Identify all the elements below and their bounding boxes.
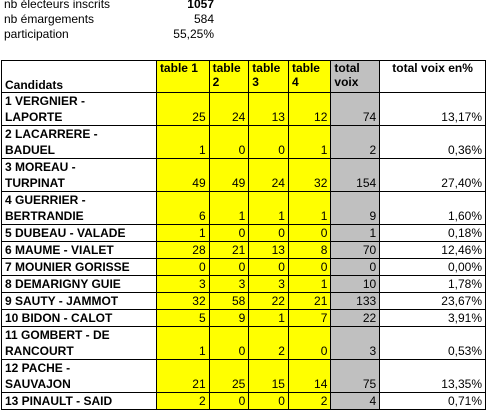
table-4-cell: 0	[288, 225, 330, 242]
table-1-cell: 1	[156, 327, 209, 360]
table-3-cell: 1	[249, 310, 289, 327]
candidate-name-cell: 8 DEMARIGNY GUIE	[2, 276, 157, 293]
total-pct-cell: 12,46%	[380, 242, 486, 259]
header-row	[2, 61, 486, 93]
total-pct-cell: 0,18%	[380, 225, 486, 242]
header-table-4: table 4	[288, 61, 330, 93]
stat-participation	[4, 27, 214, 42]
table-1-cell: 1	[156, 126, 209, 159]
table-3-cell: 0	[249, 393, 289, 410]
results-table	[1, 60, 486, 410]
header-total-voix: total voix	[331, 61, 380, 93]
candidate-name-cell: 5 DUBEAU - VALADE	[2, 225, 157, 242]
total-voix-cell: 10	[331, 276, 380, 293]
table-1-cell: 28	[156, 242, 209, 259]
table-3-cell: 0	[249, 225, 289, 242]
table-row	[2, 310, 486, 327]
total-pct-cell: 3,91%	[380, 310, 486, 327]
table-2-cell: 0	[209, 126, 249, 159]
table-row	[2, 360, 486, 393]
table-4-cell: 32	[288, 159, 330, 192]
total-voix-cell: 154	[331, 159, 380, 192]
header-candidats: Candidats	[2, 61, 157, 93]
total-pct-cell: 0,36%	[380, 126, 486, 159]
table-row	[2, 327, 486, 360]
stat-value: 55,25%	[173, 27, 214, 41]
table-3-cell: 22	[249, 293, 289, 310]
total-voix-cell: 3	[331, 327, 380, 360]
stat-label: nb électeurs inscrits	[4, 0, 111, 11]
header-total-pct: total voix en%	[380, 61, 486, 93]
header-table-3: table 3	[249, 61, 289, 93]
table-1-cell: 5	[156, 310, 209, 327]
table-2-cell: 21	[209, 242, 249, 259]
table-row	[2, 293, 486, 310]
table-3-cell: 2	[249, 327, 289, 360]
candidate-name-cell: 2 LACARRERE - BADUEL	[2, 126, 157, 159]
table-2-cell: 49	[209, 159, 249, 192]
table-3-cell: 0	[249, 259, 289, 276]
stat-value: 1057	[187, 0, 214, 11]
total-voix-cell: 0	[331, 259, 380, 276]
stat-registered-voters	[4, 0, 214, 12]
table-3-cell: 13	[249, 93, 289, 126]
table-2-cell: 58	[209, 293, 249, 310]
table-3-cell: 1	[249, 192, 289, 225]
table-2-cell: 0	[209, 225, 249, 242]
candidate-name-cell: 10 BIDON - CALOT	[2, 310, 157, 327]
table-2-cell: 1	[209, 192, 249, 225]
table-4-cell: 1	[288, 192, 330, 225]
table-1-cell: 32	[156, 293, 209, 310]
table-1-cell: 3	[156, 276, 209, 293]
total-voix-cell: 75	[331, 360, 380, 393]
candidate-name-cell: 13 PINAULT - SAID	[2, 393, 157, 410]
table-row	[2, 159, 486, 192]
table-4-cell: 8	[288, 242, 330, 259]
candidate-name-cell: 11 GOMBERT - DE RANCOURT	[2, 327, 157, 360]
table-row	[2, 393, 486, 410]
table-row	[2, 126, 486, 159]
table-row	[2, 93, 486, 126]
total-pct-cell: 0,00%	[380, 259, 486, 276]
total-pct-cell: 0,71%	[380, 393, 486, 410]
table-2-cell: 0	[209, 393, 249, 410]
total-voix-cell: 70	[331, 242, 380, 259]
stat-label: participation	[4, 27, 69, 41]
total-pct-cell: 13,17%	[380, 93, 486, 126]
total-pct-cell: 1,78%	[380, 276, 486, 293]
stat-signatures	[4, 12, 214, 27]
table-1-cell: 21	[156, 360, 209, 393]
table-4-cell: 1	[288, 126, 330, 159]
total-pct-cell: 0,53%	[380, 327, 486, 360]
table-2-cell: 24	[209, 93, 249, 126]
header-table-2: table 2	[209, 61, 249, 93]
table-1-cell: 49	[156, 159, 209, 192]
table-2-cell: 0	[209, 259, 249, 276]
candidate-name-cell: 7 MOUNIER GORISSE	[2, 259, 157, 276]
total-voix-cell: 74	[331, 93, 380, 126]
table-row	[2, 259, 486, 276]
table-1-cell: 25	[156, 93, 209, 126]
candidate-name-cell: 9 SAUTY - JAMMOT	[2, 293, 157, 310]
table-3-cell: 13	[249, 242, 289, 259]
table-3-cell: 24	[249, 159, 289, 192]
candidate-name-cell: 3 MOREAU - TURPINAT	[2, 159, 157, 192]
candidate-name-cell: 6 MAUME - VIALET	[2, 242, 157, 259]
total-pct-cell: 23,67%	[380, 293, 486, 310]
table-4-cell: 0	[288, 259, 330, 276]
total-pct-cell: 13,35%	[380, 360, 486, 393]
candidate-name-cell: 4 GUERRIER - BERTRANDIE	[2, 192, 157, 225]
total-voix-cell: 1	[331, 225, 380, 242]
table-4-cell: 21	[288, 293, 330, 310]
table-row	[2, 242, 486, 259]
table-3-cell: 15	[249, 360, 289, 393]
total-pct-cell: 27,40%	[380, 159, 486, 192]
table-4-cell: 12	[288, 93, 330, 126]
table-4-cell: 1	[288, 276, 330, 293]
candidate-name-cell: 1 VERGNIER - LAPORTE	[2, 93, 157, 126]
table-3-cell: 3	[249, 276, 289, 293]
total-voix-cell: 22	[331, 310, 380, 327]
total-voix-cell: 133	[331, 293, 380, 310]
header-table-1: table 1	[156, 61, 209, 93]
stats-block	[4, 0, 214, 42]
table-4-cell: 2	[288, 393, 330, 410]
table-row	[2, 192, 486, 225]
stat-label: nb émargements	[4, 12, 95, 26]
table-2-cell: 0	[209, 327, 249, 360]
table-1-cell: 6	[156, 192, 209, 225]
table-3-cell: 0	[249, 126, 289, 159]
table-4-cell: 0	[288, 327, 330, 360]
table-1-cell: 1	[156, 225, 209, 242]
candidate-name-cell: 12 PACHE - SAUVAJON	[2, 360, 157, 393]
table-4-cell: 7	[288, 310, 330, 327]
table-1-cell: 2	[156, 393, 209, 410]
table-1-cell: 0	[156, 259, 209, 276]
table-2-cell: 3	[209, 276, 249, 293]
total-voix-cell: 4	[331, 393, 380, 410]
total-voix-cell: 2	[331, 126, 380, 159]
table-4-cell: 14	[288, 360, 330, 393]
table-2-cell: 9	[209, 310, 249, 327]
total-pct-cell: 1,60%	[380, 192, 486, 225]
table-row	[2, 276, 486, 293]
table-row	[2, 225, 486, 242]
table-2-cell: 25	[209, 360, 249, 393]
total-voix-cell: 9	[331, 192, 380, 225]
stat-value: 584	[193, 12, 214, 26]
